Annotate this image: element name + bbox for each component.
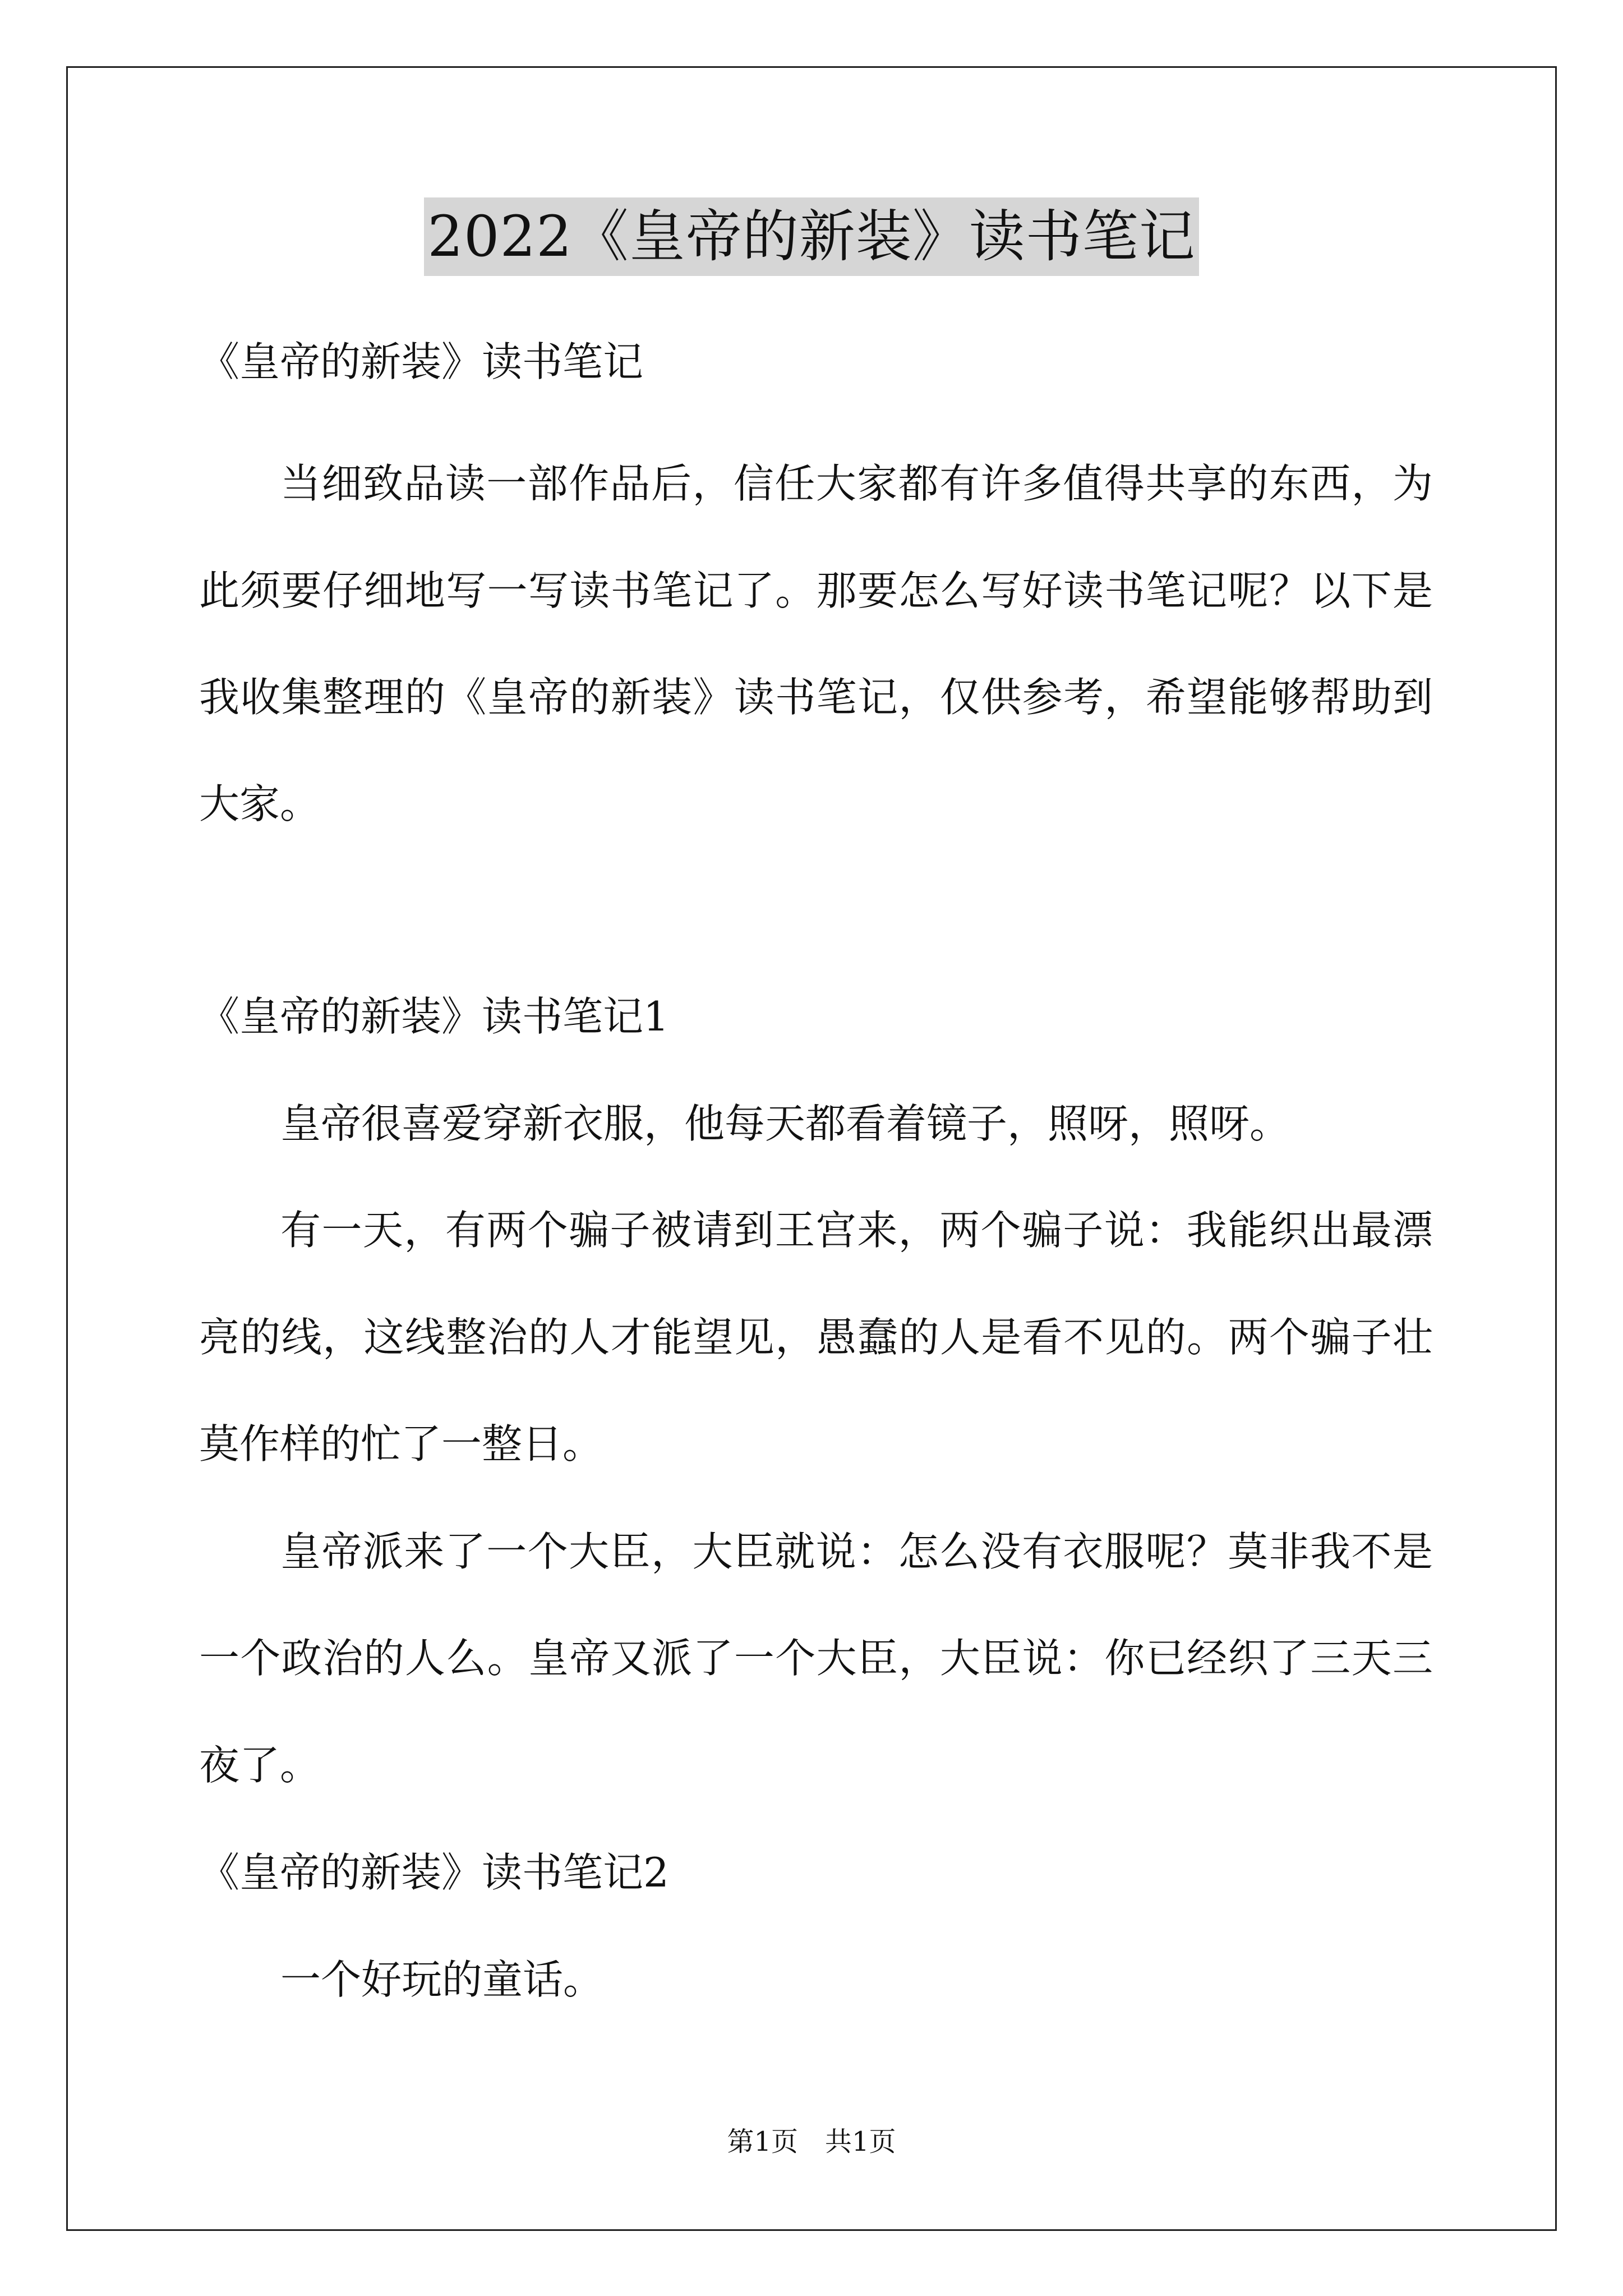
title-container xyxy=(0,197,1623,276)
paragraph-line: 一个政治的人么。皇帝又派了一个大臣，大臣说：你已经织了三天三 xyxy=(199,1635,1433,1682)
paragraph-line: 此须要仔细地写一写读书笔记了。那要怎么写好读书笔记呢？以下是 xyxy=(199,567,1433,614)
section-heading: 《皇帝的新装》读书笔记 xyxy=(199,338,644,385)
paragraph-line: 皇帝很喜爱穿新衣服，他每天都看着镜子，照呀，照呀。 xyxy=(280,1100,1290,1147)
section-heading: 《皇帝的新装》读书笔记2 xyxy=(199,1849,669,1896)
paragraph-line: 我收集整理的《皇帝的新装》读书笔记，仅供参考，希望能够帮助到 xyxy=(199,674,1433,721)
paragraph-line: 亮的线，这线整治的人才能望见，愚蠢的人是看不见的。两个骗子壮 xyxy=(199,1314,1433,1361)
paragraph-line: 有一天，有两个骗子被请到王宫来，两个骗子说：我能织出最漂 xyxy=(280,1207,1433,1254)
document-title: 2022《皇帝的新装》读书笔记 xyxy=(424,197,1199,276)
paragraph-line: 莫作样的忙了一整日。 xyxy=(199,1420,603,1467)
page-footer: 第1页 共1页 xyxy=(727,2126,896,2157)
paragraph-line: 夜了。 xyxy=(199,1742,321,1789)
paragraph-line: 皇帝派来了一个大臣，大臣就说：怎么没有衣服呢？莫非我不是 xyxy=(280,1528,1433,1575)
paragraph-line: 一个好玩的童话。 xyxy=(280,1956,604,2003)
paragraph-line: 当细致品读一部作品后，信任大家都有许多值得共享的东西，为 xyxy=(280,460,1433,507)
section-heading: 《皇帝的新装》读书笔记1 xyxy=(199,993,669,1040)
paragraph-line: 大家。 xyxy=(199,780,321,827)
